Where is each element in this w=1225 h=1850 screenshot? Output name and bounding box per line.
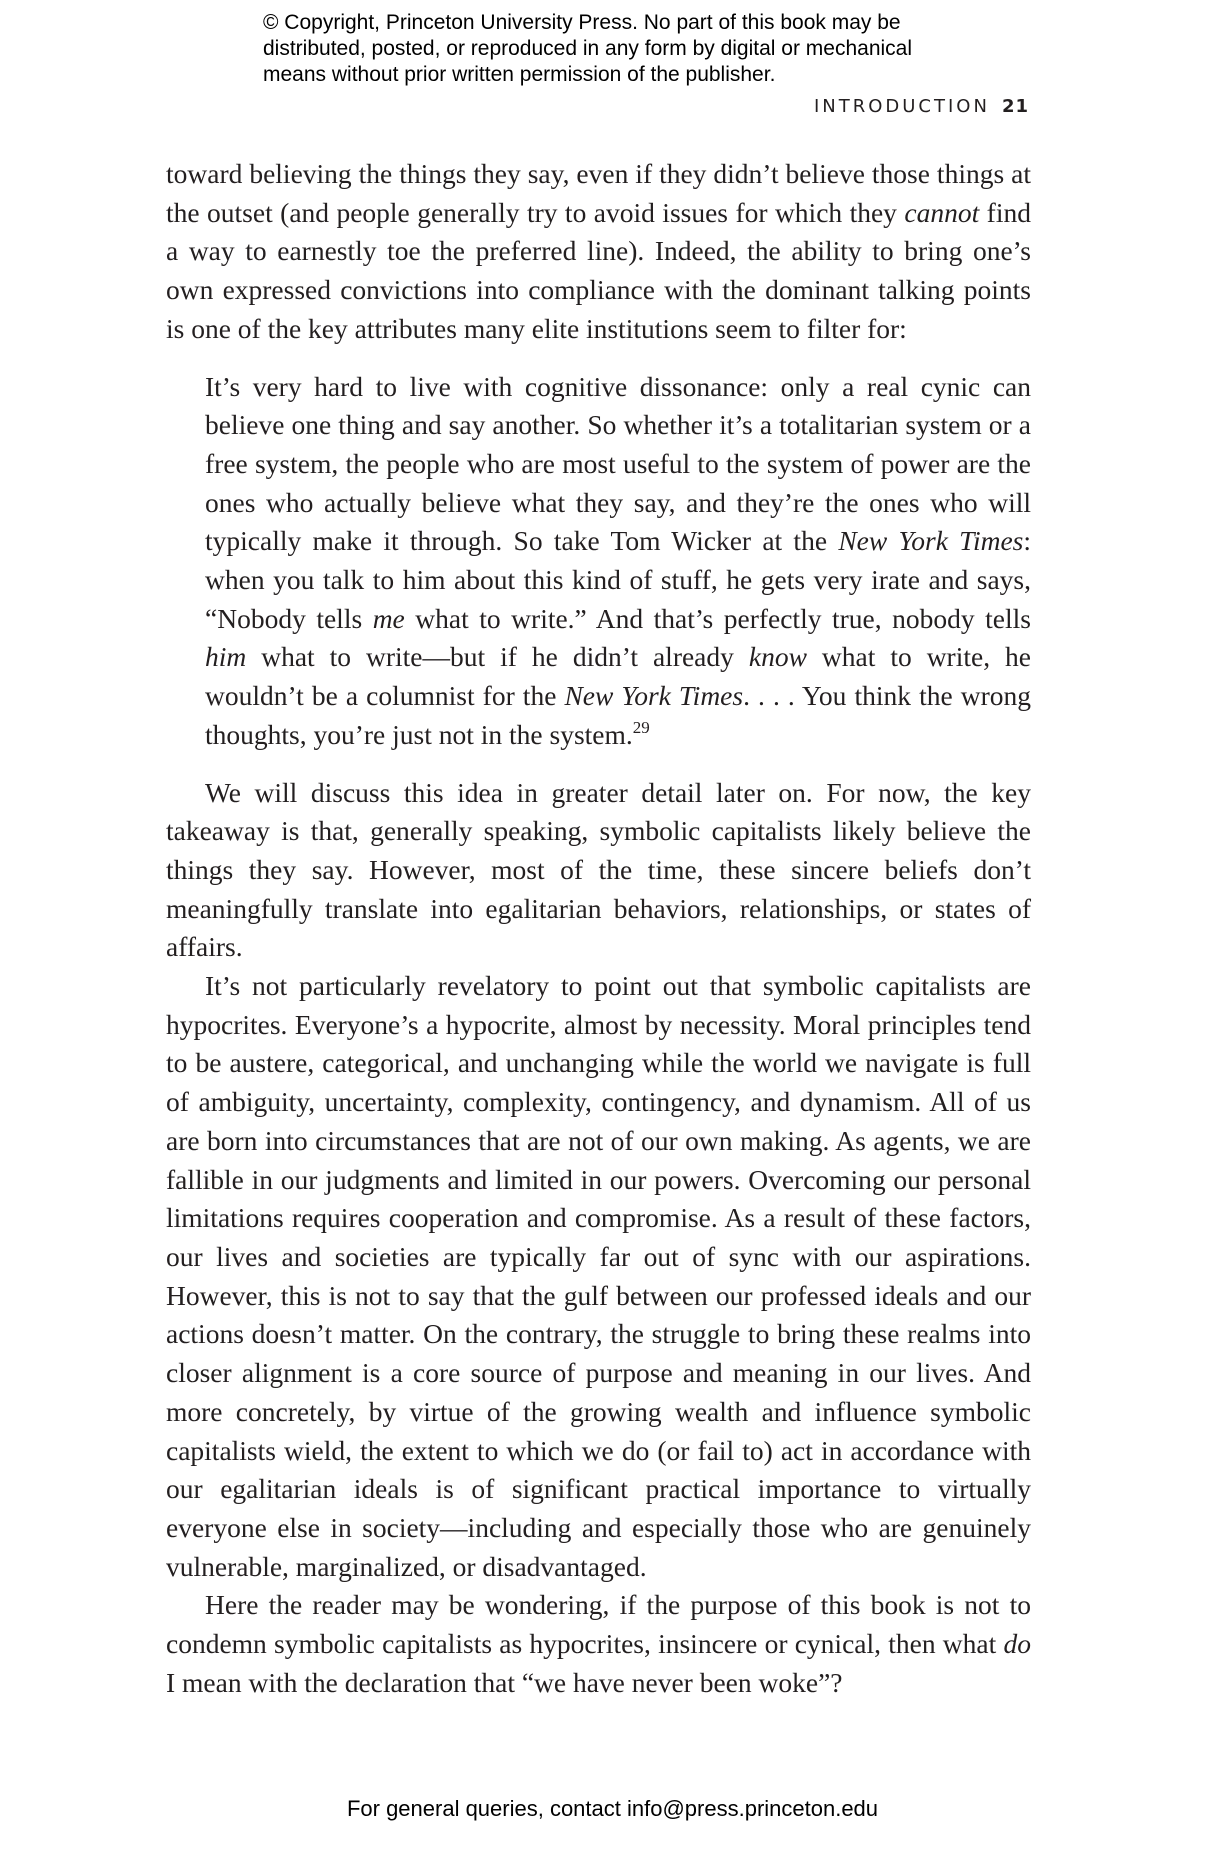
paragraph-4-text-b: I mean with the declaration that “we have never been woke”? (166, 1666, 843, 1698)
quote-text-a: It’s very hard to live with cognitive dissonance: only a real cynic can believe one thing and say another. So whether it’s a totalitarian system or a free system, the people who are most useful to the system of power are the ones who actually believe what they say, and they’re the ones who will typically make it through. So take Tom Wicker at the (205, 370, 1031, 557)
paragraph-4-text-a: Here the reader may be wondering, if the purpose of this book is not to condemn symbolic capitalists as hypocrites, insincere or cynical, then what (166, 1589, 1031, 1660)
quote-text-e: what to write, he wouldn’t be a columnist for the (205, 641, 1031, 712)
footnote-marker[interactable]: 29 (632, 717, 650, 737)
body-text (166, 155, 1031, 1702)
paragraph-1 (166, 155, 1031, 349)
copyright-line-1: © Copyright, Princeton University Press. No part of this book may be (263, 11, 901, 34)
quote-text-f: . . . . You think the wrong thoughts, you’re just not in the system. (205, 680, 1031, 750)
quote-text-c: what to write.” And that’s perfectly true, nobody tells (404, 602, 1031, 634)
quote-emphasis-d: know (748, 641, 807, 673)
copyright-line-3: means without prior written permission of the publisher. (263, 63, 776, 86)
paragraph-4 (166, 1586, 1031, 1702)
quote-text-d: what to write—but if he didn’t already (246, 641, 749, 673)
quote-emphasis-b: me (372, 602, 405, 634)
page-number: 21 (1001, 96, 1029, 117)
running-head-section: INTRODUCTION (813, 96, 990, 117)
footer-contact: For general queries, contact info@press.princeton.edu (346, 1796, 879, 1821)
copyright-line-2: distributed, posted, or reproduced in any form by digital or mechanical (263, 37, 913, 60)
paragraph-1-emphasis: cannot (904, 196, 980, 228)
paragraph-4-emphasis: do (1003, 1628, 1031, 1660)
block-quote (205, 368, 1031, 755)
quote-text-b: : when you talk to him about this kind of stuff, he gets very irate and says, “Nobody tells (205, 525, 1031, 634)
quote-emphasis-a: New York Times (838, 525, 1024, 557)
paragraph-3: It’s not particularly revelatory to point out that symbolic capitalists are hypocrites. Everyone’s a hypocrite, almost by necessity. Moral principles tend to be austere, categorical, and unchanging while the world we navigate is full of ambiguity, uncertainty, complexity, contingency, and dynamism. All of us are born into circumstances that are not of our own making. As agents, we are fallible in our judgments and limited in our powers. Overcoming our personal limitations requires cooperation and compromise. As a result of these factors, our lives and societies are typically far out of sync with our aspirations. However, this is not to say that the gulf between our professed ideals and our actions doesn’t matter. On the contrary, the struggle to bring these realms into closer alignment is a core source of purpose and meaning in our lives. And more concretely, by virtue of the growing wealth and influence symbolic capitalists wield, the extent to which we do (or fail to) act in accordance with our egalitarian ideals is of significant practical importance to virtually everyone else in society—including and especially those who are genuinely vulnerable, marginalized, or disadvantaged. (166, 970, 1031, 1582)
copyright-notice (263, 10, 1023, 88)
paragraph-2: We will discuss this idea in greater detail later on. For now, the key takeaway is that, generally speaking, symbolic capitalists likely believe the things they say. However, most of the time, these sincere beliefs don’t meaningfully translate into egalitarian behaviors, relationships, or states of affairs. (166, 776, 1031, 963)
quote-emphasis-c: him (205, 641, 247, 673)
paragraph-1-text-b: find a way to earnestly toe the preferred line). Indeed, the ability to bring one’s own expressed convictions into compliance with the dominant talking points is one of the key attributes many elite institutions seem to filter for: (166, 196, 1031, 344)
quote-emphasis-e: New York Times (564, 680, 744, 712)
running-head (814, 96, 1029, 117)
paragraph-1-text-a: toward believing the things they say, even if they didn’t believe those things at the outset (and people generally try to avoid issues for which they (166, 158, 1031, 228)
